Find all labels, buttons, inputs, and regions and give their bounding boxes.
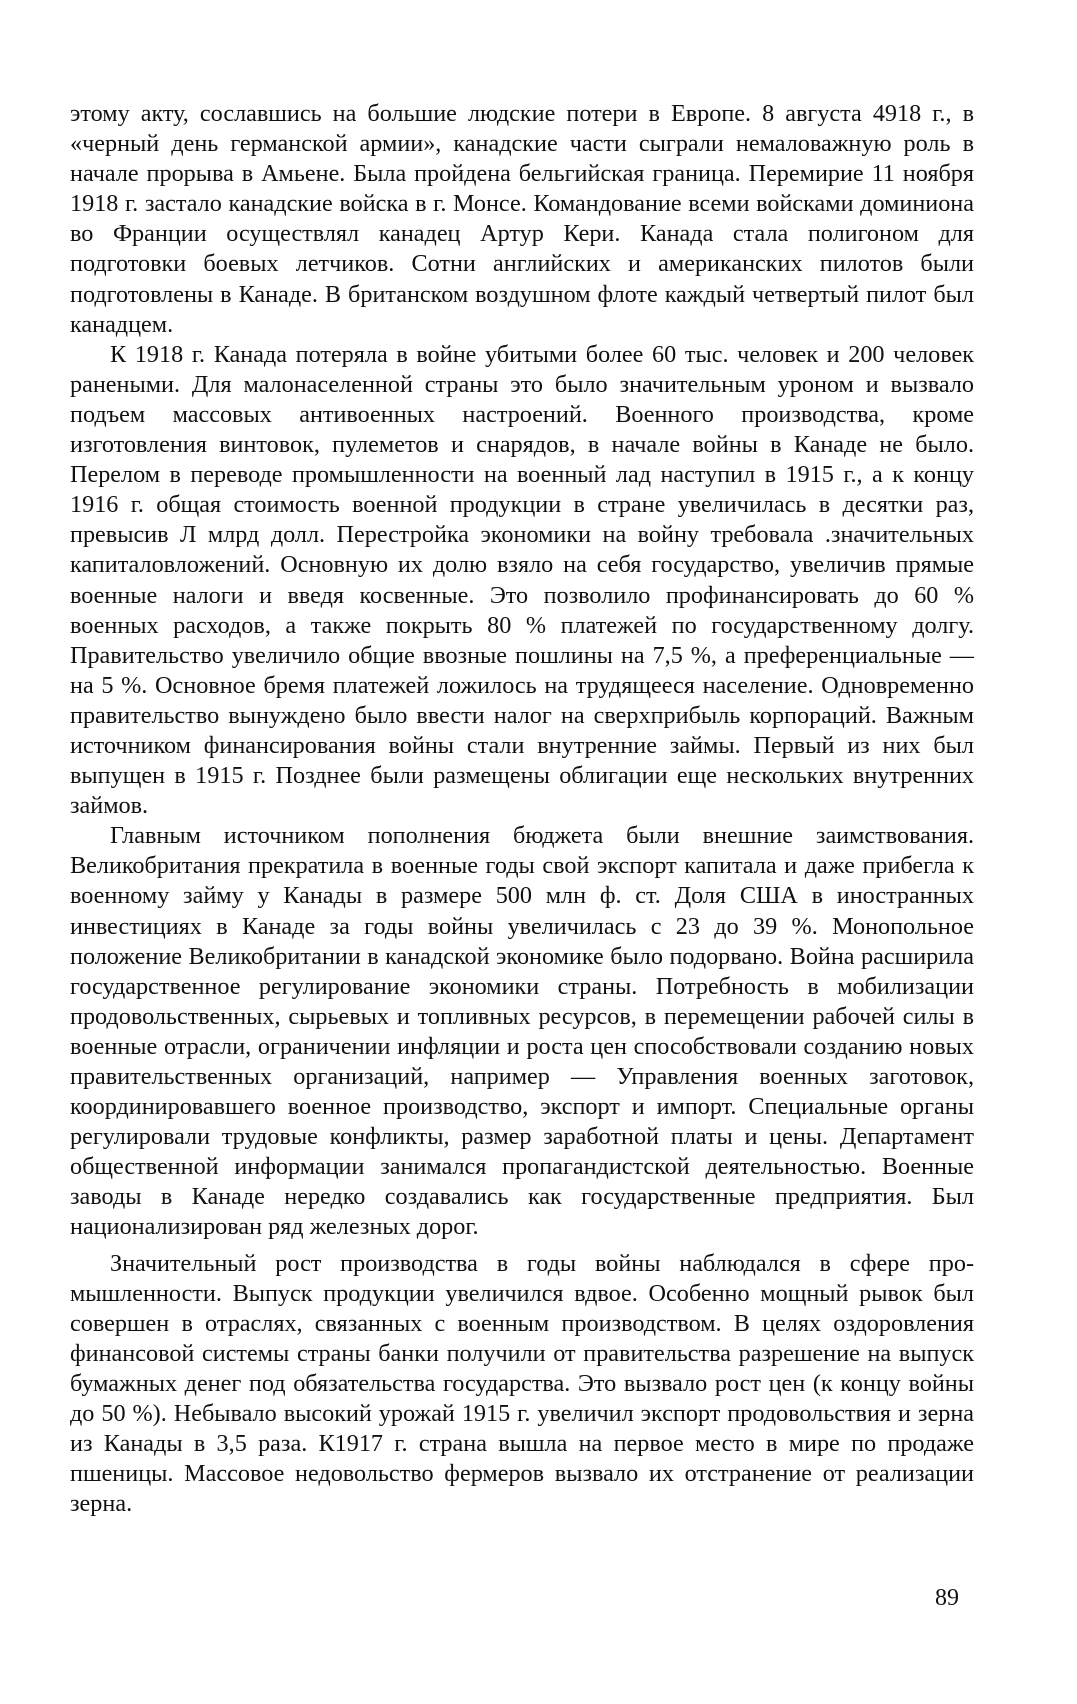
paragraph-4: Значительный рост производства в годы войны наблюдался в сфере промышленности. Выпуск продукции увеличился вдвое. Особенно мощный рывок был совершен в отраслях, связанных с военным производством. В целях оздоровления финансовой системы страны банки получили от правительства разрешение на выпуск бумажных денег под обязательства государства. Это вызвало рост цен (к концу войны до 50 %). Небывало высокий урожай 1915 г. увеличил экспорт продовольствия и зерна из Канады в 3,5 раза. К1917 г. страна вышла на первое место в мире по продаже пшеницы. Массовое недовольство фермеров вызвало их отстранение от реализации зерна. (70, 1249, 974, 1518)
paragraph-2: К 1918 г. Канада потеряла в войне убитыми более 60 тыс. человек и 200 человек ранеными. Для малонаселенной страны это было значительным уроном и вызвало подъем массовых антивоенных настроений. Военного производства, кроме изготовления винтовок, пулеметов и снарядов, в начале войны в Канаде не было. Перелом в переводе промышленности на военный лад наступил в 1915 г., а к концу 1916 г. общая стоимость военной продукции в стране увеличилась в десятки раз, превысив Л млрд долл. Перестройка экономики на войну требовала .значительных капиталовложений. Основную их долю взяло на себя государство, увеличив прямые военные налоги и введя косвенные. Это позволило профинансировать до 60 % военных расходов, а также покрыть 80 % платежей по государственному долгу. Правительство увеличило общие ввозные пошлины на 7,5 %, а преференциальные — на 5 %. Основное бремя платежей ложилось на трудящееся население. Одновременно правительство вынуждено было ввести налог на сверхприбыль корпораций. Важным источником финансирования войны стали внутренние займы. Первый из них был выпущен в 1915 г. Позднее были размещены облигации еще нескольких внутренних займов. (70, 340, 974, 820)
paragraph-1: этому акту, сославшись на большие людские потери в Европе. 8 августа 4918 г., в «черный день германской армии», канадские части сыграли немаловажную роль в начале прорыва в Амьене. Была пройдена бельгийская граница. Перемирие 11 ноября 1918 г. застало канадские войска в г. Монсе. Командование всеми войсками доминиона во Франции осуществлял канадец Артур Кери. Канада стала полигоном для подготовки боевых летчиков. Сотни английских и американских пилотов были подготовлены в Канаде. В британском воздушном флоте каждый четвертый пилот был канадцем. (70, 100, 974, 338)
paragraph-3: Главным источником пополнения бюджета были внешние заимствования. Великобритания прекратила в военные годы свой экспорт капитала и даже прибегла к военному займу у Канады в размере 500 млн ф. ст. Доля США в иностранных инвестициях в Канаде за годы войны увеличилась с 23 до 39 %. Монопольное положение Великобритании в канадской экономике было подорвано. Война расширила государственное регулирование экономики страны. Потребность в мобилизации продовольственных, сырьевых и топливных ресурсов, в перемещении рабочей силы в военные отрасли, ограничении инфляции и роста цен способствовали созданию новых правительственных организаций, например — Управления военных заготовок, координировавшего военное производство, экспорт и импорт. Специальные органы регулировали трудовые конфликты, размер заработной платы и цены. Департамент общественной информации занимался пропагандистской деятельностью. Военные заводы в Канаде нередко создавались как государственные предприятия. Был национализирован ряд железных дорог. (70, 822, 974, 1241)
page-number: 89 (935, 1585, 959, 1611)
body-text (70, 99, 974, 1519)
